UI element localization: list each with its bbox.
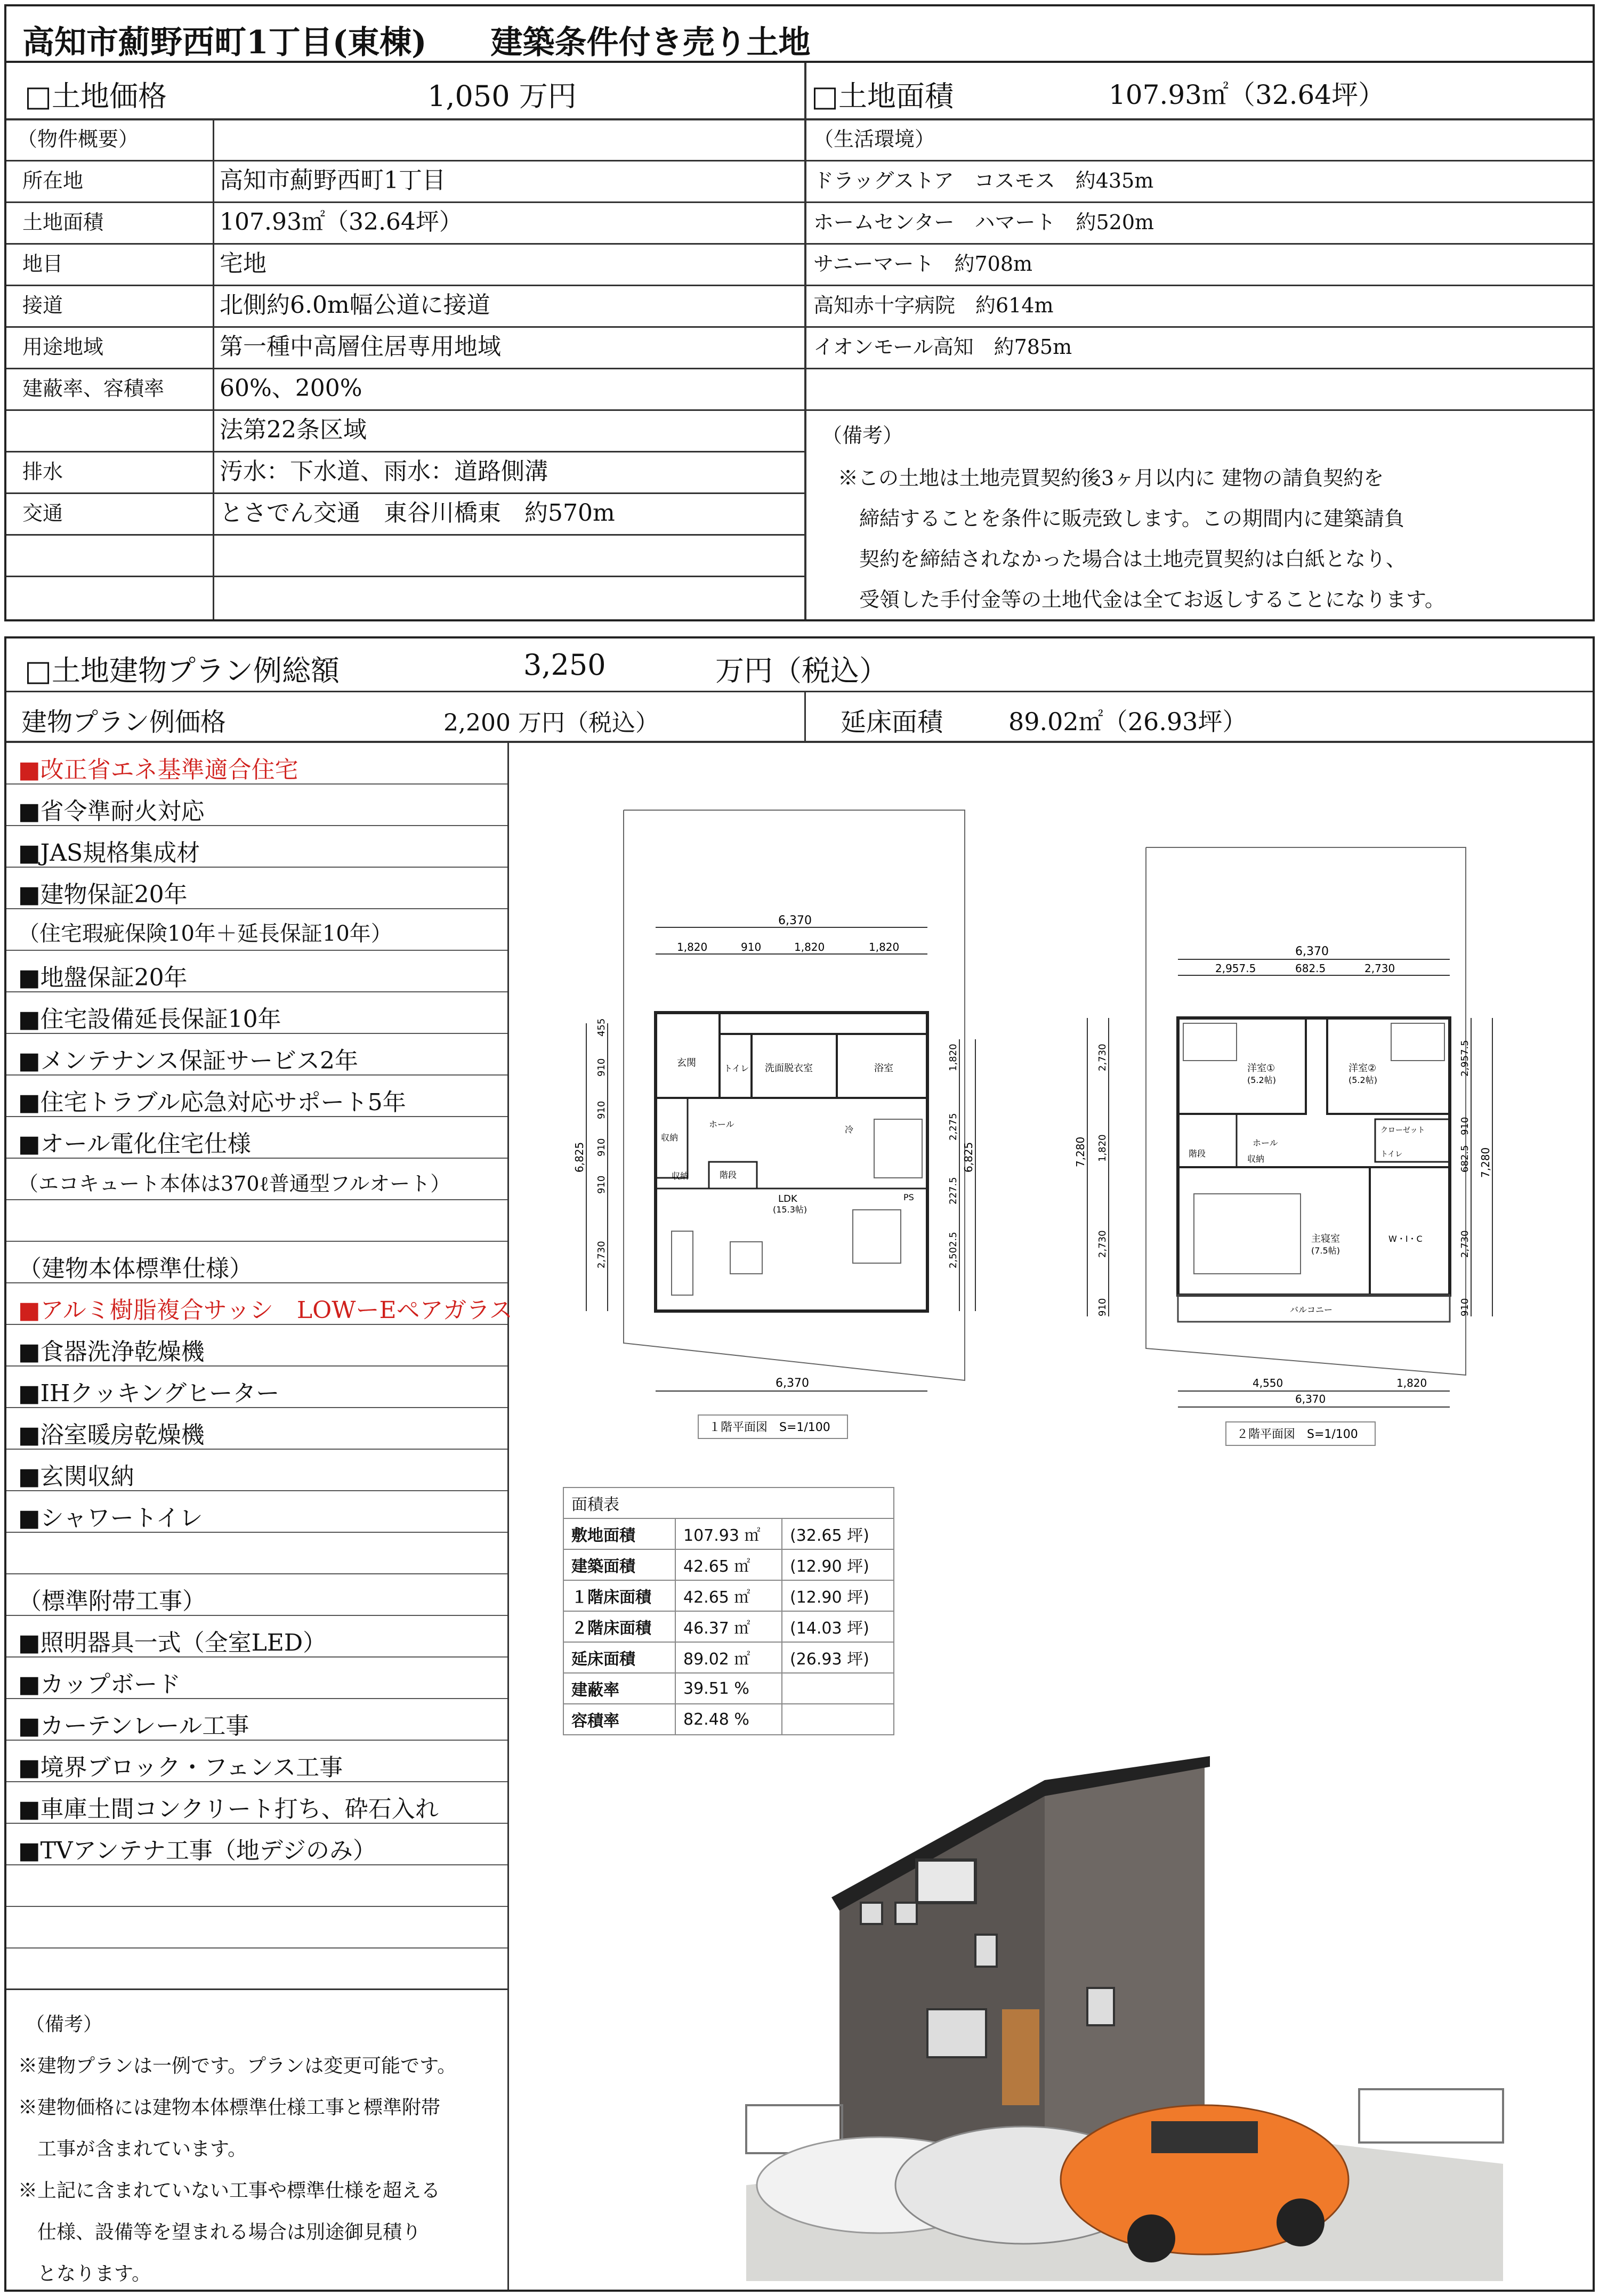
divider [507, 741, 509, 2290]
table-cell: 建蔽率 [563, 1673, 675, 1704]
dim-label: 682.5 [1459, 1145, 1471, 1173]
dim-label: 910 [1097, 1298, 1108, 1316]
notes-bottom-line: となります。 [18, 2263, 151, 2285]
environment-section-label: （生活環境） [813, 127, 935, 151]
notes-top-label: （備考） [822, 424, 903, 447]
divider [6, 576, 804, 577]
feature-row [6, 1034, 507, 1076]
feature-row [6, 1824, 507, 1865]
dim-label: 2,275 [948, 1113, 959, 1141]
car-wheel [1277, 2198, 1325, 2246]
feature-row [6, 1159, 507, 1200]
feature-row [6, 1658, 507, 1699]
overview-label: 交通 [22, 502, 63, 525]
plan-total-unit: 万円（税込） [715, 654, 888, 688]
dim-label: 6,370 [778, 914, 812, 927]
land-price-label: □土地価格 [25, 79, 167, 113]
dim-label: 2,957.5 [1215, 962, 1256, 975]
dim-label: 1,820 [948, 1044, 959, 1071]
dim-label: 1,820 [869, 941, 900, 953]
room-label: LDK [778, 1193, 797, 1204]
environment-item: ドラッグストア コスモス 約435m [813, 169, 1154, 192]
dim-label: 2,730 [1097, 1044, 1108, 1071]
dim-label: 910 [596, 1058, 607, 1077]
table-cell: (26.93 坪) [782, 1642, 894, 1673]
environment-item: 高知赤十字病院 約614m [813, 294, 1054, 317]
divider [6, 691, 1593, 692]
divider [6, 243, 804, 245]
environment-item: ホームセンター ハマート 約520m [813, 211, 1154, 234]
overview-value: 宅地 [220, 250, 266, 277]
room-wall [656, 1013, 720, 1098]
room-label: 主寝室 [1311, 1233, 1340, 1244]
notes-top-line: ※この土地は土地売買契約後3ヶ月以内に 建物の請負契約を [838, 466, 1384, 490]
room-label: ホール [1253, 1138, 1278, 1148]
table-cell: 89.02 ㎡ [675, 1642, 782, 1673]
window [917, 1860, 975, 1903]
plan-total-value: 3,250 [523, 648, 606, 682]
car-windshield [1151, 2121, 1258, 2153]
table-cell: 107.93 ㎡ [675, 1518, 782, 1549]
window [975, 1935, 997, 1967]
dim-label: 7,280 [1074, 1136, 1087, 1167]
table-cell: 82.48 % [675, 1704, 782, 1735]
feature-row [6, 743, 507, 785]
overview-value: 107.93㎡（32.64坪） [220, 208, 463, 236]
feature-text: ■JAS規格集成材 [18, 839, 200, 867]
room-label: トイレ [724, 1063, 749, 1073]
divider [6, 118, 1593, 120]
building-price-value: 2,200 万円（税込） [443, 709, 659, 737]
table-cell [782, 1704, 894, 1735]
feature-text: ■住宅トラブル応急対応サポート5年 [18, 1089, 406, 1116]
feature-row [6, 1782, 507, 1824]
dim-label: 1,820 [677, 941, 708, 953]
dim-label: 7,280 [1479, 1147, 1492, 1178]
room-label: 冷 [845, 1125, 854, 1135]
dim-label: 2,730 [1364, 962, 1395, 975]
divider [804, 63, 806, 619]
dim-label: 227.5 [948, 1177, 959, 1204]
notes-bottom-line: 工事が含まれています。 [18, 2138, 247, 2160]
room-wall [1178, 1167, 1370, 1295]
table-cell: (32.65 坪) [782, 1518, 894, 1549]
table-cell: 建築面積 [563, 1549, 675, 1580]
floor-plan-1f-caption: １階平面図 S=1/100 [709, 1421, 830, 1434]
floor-area-value: 89.02㎡（26.93坪） [1008, 707, 1247, 736]
window [927, 2009, 986, 2057]
feature-text: （建物本体標準仕様） [18, 1255, 253, 1282]
dim-label: 1,820 [1097, 1134, 1108, 1162]
environment-item: サニーマート 約708m [813, 252, 1033, 276]
feature-row [6, 1616, 507, 1658]
feature-text: （エコキュート本体は370ℓ普通型フルオート） [18, 1172, 451, 1195]
table-cell: １階床面積 [563, 1580, 675, 1611]
feature-text: ■カップボード [18, 1671, 181, 1698]
room-label: トイレ [1380, 1150, 1403, 1159]
feature-row [6, 1533, 507, 1574]
house-rendering-image [746, 1759, 1503, 2281]
overview-label: 建蔽率、容積率 [22, 377, 165, 400]
overview-label: 接道 [22, 294, 63, 317]
feature-text: ■カーテンレール工事 [18, 1712, 249, 1740]
feature-row [6, 1907, 507, 1949]
table-cell: 容積率 [563, 1704, 675, 1735]
room-wall [1370, 1167, 1450, 1295]
table-cell: 42.65 ㎡ [675, 1580, 782, 1611]
feature-row [6, 1408, 507, 1450]
feature-row [6, 1325, 507, 1367]
feature-row [6, 992, 507, 1034]
floor-plan-2f-caption: ２階平面図 S=1/100 [1237, 1428, 1358, 1441]
dim-label: 2,730 [596, 1241, 607, 1268]
notes-bottom-line: ※上記に含まれていない工事や標準仕様を超える [18, 2180, 441, 2202]
overview-value: 北側約6.0m幅公道に接道 [220, 292, 490, 319]
land-area-value: 107.93㎡（32.64坪） [1109, 79, 1385, 110]
feature-row [6, 1367, 507, 1408]
feature-text: ■車庫土間コンクリート打ち、砕石入れ [18, 1796, 439, 1823]
table-cell: (14.03 坪) [782, 1611, 894, 1642]
furniture [874, 1119, 922, 1178]
feature-row [6, 951, 507, 992]
building-price-label: 建物プラン例価格 [21, 707, 227, 737]
room-label: (5.2帖) [1348, 1075, 1377, 1085]
notes-bottom-line: 仕様、設備等を望まれる場合は別途御見積り [18, 2221, 422, 2243]
room-label: 収納 [1247, 1154, 1265, 1164]
table-row [563, 1611, 894, 1642]
room-label: (15.3帖) [773, 1204, 807, 1215]
overview-label: 所在地 [22, 169, 84, 192]
feature-row [6, 1741, 507, 1782]
divider [6, 409, 804, 411]
feature-text: ■TVアンテナ工事（地デジのみ） [18, 1837, 377, 1864]
room-wall [1327, 1018, 1450, 1114]
furniture [1194, 1194, 1301, 1274]
room-label: 玄関 [677, 1057, 696, 1069]
table-row [563, 1704, 894, 1735]
furniture [853, 1210, 901, 1263]
window [895, 1903, 917, 1924]
feature-text: ■住宅設備延長保証10年 [18, 1006, 281, 1033]
dim-label: 6,825 [573, 1142, 586, 1173]
room-label: PS [903, 1192, 914, 1202]
overview-value: 高知市薊野西町1丁目 [220, 167, 446, 194]
room-label: 収納 [661, 1133, 679, 1143]
feature-row [6, 826, 507, 868]
feature-text: ■照明器具一式（全室LED） [18, 1629, 327, 1656]
table-cell: (12.90 坪) [782, 1549, 894, 1580]
area-table-title: 面積表 [563, 1487, 894, 1518]
overview-section-label: （物件概要） [17, 127, 139, 151]
feature-text: ■地盤保証20年 [18, 964, 188, 991]
feature-text: ■オール電化住宅仕様 [18, 1130, 251, 1158]
feature-row [6, 1076, 507, 1117]
table-cell: 46.37 ㎡ [675, 1611, 782, 1642]
furniture [730, 1242, 762, 1274]
notes-bottom-label: （備考） [26, 2014, 103, 2035]
dim-label: 910 [596, 1138, 607, 1157]
dim-label: 910 [1459, 1117, 1471, 1135]
dim-label: 1,820 [794, 941, 825, 953]
room-label: バルコニー [1290, 1305, 1333, 1315]
table-row [563, 1549, 894, 1580]
land-area-label: □土地面積 [811, 79, 954, 113]
dim-label: 2,730 [1097, 1230, 1108, 1258]
room-label: (5.2帖) [1247, 1075, 1276, 1085]
feature-row [6, 1117, 507, 1159]
dim-label: 2,957.5 [1459, 1040, 1471, 1077]
dim-label: 6,370 [1295, 945, 1329, 958]
overview-value: 60%、200% [220, 375, 362, 402]
dim-label: 910 [1459, 1298, 1471, 1316]
notes-top-line: 契約を締結されなかった場合は土地売買契約は白紙となり、 [859, 547, 1407, 571]
dim-label: 2,730 [1459, 1230, 1471, 1258]
room-label: (7.5帖) [1311, 1246, 1340, 1256]
overview-label: 土地面積 [22, 211, 104, 234]
feature-text: ■シャワートイレ [18, 1505, 203, 1532]
feature-text: ■浴室暖房乾燥機 [18, 1421, 205, 1449]
room-label: 洗面脱衣室 [765, 1063, 813, 1074]
overview-label: 排水 [22, 460, 63, 483]
dim-label: 6,370 [776, 1377, 809, 1390]
feature-row [6, 1949, 507, 1990]
floor-plan-2f [1074, 837, 1503, 1455]
room-label: 浴室 [874, 1063, 893, 1074]
divider [6, 534, 804, 536]
fence [1359, 2089, 1503, 2143]
table-cell: 敷地面積 [563, 1518, 675, 1549]
window [861, 1903, 882, 1924]
room-label: 洋室① [1247, 1063, 1275, 1074]
feature-text: （住宅瑕疵保険10年＋延長保証10年） [18, 921, 392, 946]
table-cell: 39.51 % [675, 1673, 782, 1704]
area-table [563, 1487, 899, 1735]
room-label: 洋室② [1348, 1063, 1377, 1074]
dim-label: 455 [596, 1018, 607, 1037]
door [1002, 2009, 1039, 2105]
dim-label: 2,502.5 [948, 1232, 959, 1268]
window [1087, 1988, 1114, 2025]
dim-label: 6,825 [962, 1142, 975, 1173]
room-label: 階段 [720, 1170, 737, 1180]
feature-text: （標準附帯工事） [18, 1588, 206, 1615]
notes-top-line: 受領した手付金等の土地代金は全てお返しすることになります。 [859, 588, 1445, 611]
floor-area-label: 延床面積 [841, 707, 943, 737]
feature-row [6, 1574, 507, 1616]
table-cell: (12.90 坪) [782, 1580, 894, 1611]
dim-label: 4,550 [1253, 1377, 1283, 1389]
table-cell: ２階床面積 [563, 1611, 675, 1642]
feature-text: ■玄関収納 [18, 1463, 134, 1490]
feature-row [6, 1200, 507, 1242]
feature-row [6, 1283, 513, 1325]
divider [804, 368, 1593, 369]
feature-row [6, 1242, 507, 1283]
plan-total-label: □土地建物プラン例総額 [25, 654, 340, 688]
feature-row [6, 1450, 507, 1491]
feature-text: ■省令準耐火対応 [18, 798, 205, 825]
dim-label: 682.5 [1295, 962, 1326, 975]
environment-item: イオンモール高知 約785m [813, 335, 1072, 359]
divider [804, 691, 806, 741]
feature-row [6, 1865, 507, 1907]
overview-label: 用途地域 [22, 335, 104, 359]
room-label: 収納 [672, 1171, 689, 1181]
furniture [672, 1231, 693, 1295]
floor-plan-1f [554, 799, 991, 1455]
land-info-section [4, 61, 1595, 621]
dim-label: 910 [596, 1101, 607, 1119]
feature-row [6, 909, 507, 951]
room-label: 階段 [1189, 1149, 1206, 1159]
land-price-value: 1,050 万円 [427, 79, 577, 113]
feature-text: ■アルミ樹脂複合サッシ LOWーEペアガラス [18, 1297, 513, 1324]
overview-label: 地目 [22, 252, 63, 276]
feature-text: ■境界ブロック・フェンス工事 [18, 1754, 343, 1781]
notes-bottom-line: ※建物価格には建物本体標準仕様工事と標準附帯 [18, 2097, 441, 2119]
overview-value: 汚水：下水道、雨水：道路側溝 [220, 458, 548, 485]
furniture [1391, 1023, 1444, 1061]
divider [804, 409, 1593, 411]
table-cell [782, 1673, 894, 1704]
car-wheel [1127, 2214, 1175, 2262]
building-outline [656, 1013, 927, 1311]
feature-text: ■メンテナンス保証サービス2年 [18, 1047, 359, 1074]
table-row [563, 1518, 894, 1549]
room-label: ホール [709, 1119, 734, 1129]
page-title: 高知市薊野西町1丁目(東棟) 建築条件付き売り土地 [22, 24, 811, 61]
feature-text: ■建物保証20年 [18, 881, 188, 908]
feature-row [6, 1491, 507, 1533]
overview-value: とさでん交通 東谷川橋東 約570m [220, 499, 615, 527]
room-wall [1178, 1018, 1306, 1114]
dim-label: 6,370 [1295, 1393, 1326, 1405]
furniture [1183, 1023, 1237, 1061]
feature-text: ■改正省エネ基準適合住宅 [18, 756, 298, 783]
feature-row [6, 785, 507, 826]
room-label: クローゼット [1380, 1126, 1425, 1135]
table-cell: 42.65 ㎡ [675, 1549, 782, 1580]
table-row [563, 1580, 894, 1611]
dim-label: 910 [596, 1175, 607, 1194]
dim-label: 910 [741, 941, 762, 953]
table-row [563, 1642, 894, 1673]
feature-text: ■食器洗浄乾燥機 [18, 1338, 205, 1365]
room-wall [1178, 1114, 1237, 1167]
overview-value: 法第22条区域 [220, 416, 367, 443]
overview-value: 第一種中高層住居専用地域 [220, 333, 501, 360]
feature-row [6, 1699, 507, 1741]
title-bar [4, 4, 1595, 63]
room-label: W・I・C [1388, 1234, 1423, 1244]
notes-bottom-line: ※建物プランは一例です。プランは変更可能です。 [18, 2055, 457, 2077]
feature-text: ■IHクッキングヒーター [18, 1380, 280, 1407]
table-row [563, 1673, 894, 1704]
notes-top-line: 締結することを条件に販売致します。この期間内に建築請負 [859, 507, 1404, 530]
table-cell: 延床面積 [563, 1642, 675, 1673]
feature-row [6, 868, 507, 909]
dim-label: 1,820 [1396, 1377, 1427, 1389]
